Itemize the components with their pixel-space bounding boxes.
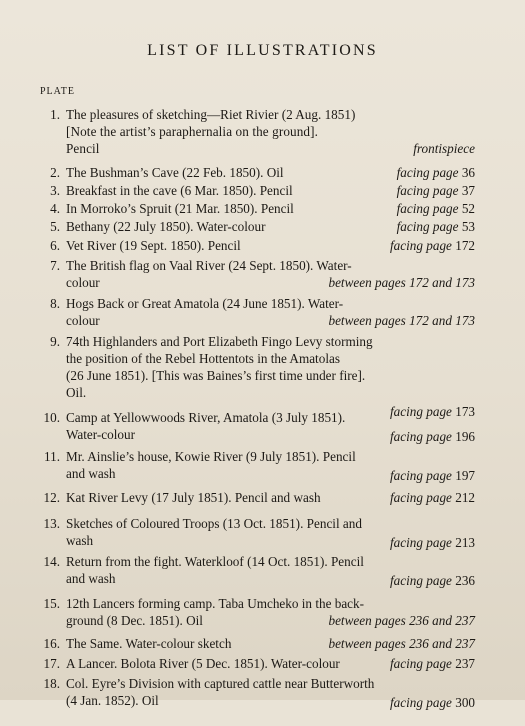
plate-number: 1. — [50, 107, 60, 122]
entry-caption-line: ground (8 Dec. 1851). Oil — [66, 613, 203, 628]
list-item — [0, 257, 525, 291]
list-item — [0, 333, 525, 418]
entry-caption-line: The pleasures of sketching—Riet Rivier (2 Aug. 1851) — [66, 107, 356, 122]
entry-caption-line: Mr. Ainslie’s house, Kowie River (9 July 1851). Pencil — [66, 449, 356, 464]
page-reference-number: 236 — [455, 573, 475, 588]
page-reference-number: 172 and 173 — [409, 275, 475, 290]
page-reference — [390, 467, 475, 484]
entry-caption-line: The British flag on Vaal River (24 Sept. 1850). Water- — [66, 258, 352, 273]
page-reference — [397, 200, 475, 217]
entry-caption-line: Vet River (19 Sept. 1850). Pencil — [66, 238, 241, 253]
plate-number: 14. — [43, 554, 60, 569]
page-reference — [390, 428, 475, 445]
entry-caption-line: the position of the Rebel Hottentots in the Amatolas — [66, 351, 340, 366]
page-reference-number: 212 — [455, 490, 475, 505]
list-item — [0, 675, 525, 726]
page-reference-label: facing page — [390, 695, 452, 710]
page-reference-number: 52 — [461, 201, 475, 216]
page-reference-number: 213 — [455, 535, 475, 550]
entry-caption-line: In Morroko’s Spruit (21 Mar. 1850). Pencil — [66, 201, 294, 216]
page-reference-label: facing page — [390, 404, 452, 419]
page-reference-label: between pages — [328, 636, 406, 651]
list-item — [0, 295, 525, 329]
entry-caption-line: Return from the fight. Waterkloof (14 Oct. 1851). Pencil — [66, 554, 364, 569]
page-title: LIST OF ILLUSTRATIONS — [147, 42, 378, 59]
plate-number: 16. — [43, 636, 60, 651]
page-reference — [390, 237, 475, 254]
entry-caption-line: and wash — [66, 571, 116, 586]
plate-number: 7. — [50, 258, 60, 273]
plate-number: 13. — [43, 516, 60, 531]
page-reference-label: facing page — [396, 183, 459, 198]
entry-caption-line: (4 Jan. 1852). Oil — [66, 693, 159, 708]
plate-number: 4. — [50, 201, 60, 216]
page-reference-label: between pages — [328, 613, 406, 628]
plate-column-heading: PLATE — [40, 86, 75, 97]
page-reference — [328, 612, 475, 629]
page-reference-number: 197 — [455, 468, 475, 483]
list-item — [0, 655, 525, 672]
page-reference-number: 300 — [455, 695, 475, 710]
list-item — [0, 200, 525, 217]
page-reference — [328, 635, 475, 652]
list-item — [0, 237, 525, 254]
entry-caption-line: Oil. — [66, 385, 87, 400]
page-reference-label: between pages — [328, 275, 406, 290]
list-item — [0, 595, 525, 629]
entry-caption-line: [Note the artist’s paraphernalia on the ground]. — [66, 124, 318, 139]
entry-caption-line: Bethany (22 July 1850). Water-colour — [66, 219, 266, 234]
page-reference-label: facing page — [396, 219, 459, 234]
entry-caption-line: The Bushman’s Cave (22 Feb. 1850). Oil — [66, 165, 284, 180]
page-reference-number: 172 and 173 — [409, 313, 475, 328]
entry-caption-line: Hogs Back or Great Amatola (24 June 1851). Water- — [66, 296, 344, 311]
page-reference-label: facing page — [396, 165, 459, 180]
page-reference-label: between pages — [328, 313, 406, 328]
page-reference-label: facing page — [390, 490, 452, 505]
page-reference-number: 237 — [455, 656, 475, 671]
plate-number: 2. — [50, 165, 60, 180]
entry-caption-line: wash — [66, 533, 94, 548]
entry-caption-line: Col. Eyre’s Division with captured cattle near Butterworth — [66, 676, 375, 691]
list-item — [0, 164, 525, 181]
plate-number: 10. — [43, 410, 60, 425]
list-item — [0, 218, 525, 235]
page-reference — [328, 312, 475, 329]
page-reference-label: facing page — [390, 573, 452, 588]
entry-caption-line: colour — [66, 313, 100, 328]
list-item — [0, 489, 525, 506]
entry-caption-line: colour — [66, 275, 100, 290]
plate-number: 15. — [43, 596, 60, 611]
entry-caption-line: 74th Highlanders and Port Elizabeth Fingo Levy storming — [66, 334, 373, 349]
page-reference — [390, 655, 475, 672]
page-reference — [397, 218, 475, 235]
entry-caption-line: The Same. Water-colour sketch — [66, 636, 232, 651]
entry-caption-line: and wash — [66, 466, 116, 481]
page-reference — [390, 489, 475, 506]
entry-caption-line: Pencil — [66, 141, 100, 156]
page-reference-number: 236 and 237 — [409, 613, 475, 628]
plate-number: 3. — [50, 183, 60, 198]
plate-number: 11. — [44, 449, 60, 464]
page-reference — [397, 164, 475, 181]
plate-number: 9. — [50, 334, 60, 349]
entry-caption-line: 12th Lancers forming camp. Taba Umcheko in the back- — [66, 596, 365, 611]
page-reference-label: facing page — [390, 535, 452, 550]
entry-caption-line: Water-colour — [66, 427, 135, 442]
page-reference-number: 196 — [455, 429, 475, 444]
page-reference-number: 172 — [455, 238, 475, 253]
page-reference — [413, 140, 475, 157]
page-reference-label: facing page — [396, 201, 459, 216]
page-reference-number: 236 and 237 — [409, 636, 475, 651]
entry-caption-line: Camp at Yellowwoods River, Amatola (3 July 1851). — [66, 410, 346, 425]
page-reference-label: facing page — [390, 238, 452, 253]
page-reference — [328, 274, 475, 291]
page-reference-label: facing page — [390, 429, 452, 444]
plate-number: 5. — [50, 219, 60, 234]
page-reference — [390, 534, 475, 551]
list-item — [0, 182, 525, 199]
plate-number: 6. — [50, 238, 60, 253]
entry-caption-line: Breakfast in the cave (6 Mar. 1850). Pencil — [66, 183, 293, 198]
page-reference-number: 173 — [455, 404, 475, 419]
entry-caption-line: (26 June 1851). [This was Baines’s first time under fire]. — [66, 368, 366, 383]
plate-number: 17. — [43, 656, 60, 671]
plate-number: 8. — [50, 296, 60, 311]
page-reference-number: 37 — [461, 183, 475, 198]
page-reference-label: facing page — [390, 468, 452, 483]
page-reference-number: 36 — [461, 165, 475, 180]
list-item — [0, 635, 525, 652]
plate-number: 18. — [43, 676, 60, 691]
page-reference-label: facing page — [390, 656, 452, 671]
entry-caption-line: A Lancer. Bolota River (5 Dec. 1851). Water-colour — [66, 656, 340, 671]
entry-caption-line: Kat River Levy (17 July 1851). Pencil and wash — [66, 490, 321, 505]
page-reference — [397, 182, 475, 199]
page-reference-number: 53 — [461, 219, 475, 234]
page-reference — [390, 694, 475, 711]
page-reference-label: frontispiece — [413, 141, 475, 156]
entry-caption-line: Sketches of Coloured Troops (13 Oct. 1851). Pencil and — [66, 516, 362, 531]
plate-number: 12. — [43, 490, 60, 505]
page-reference — [390, 572, 475, 589]
